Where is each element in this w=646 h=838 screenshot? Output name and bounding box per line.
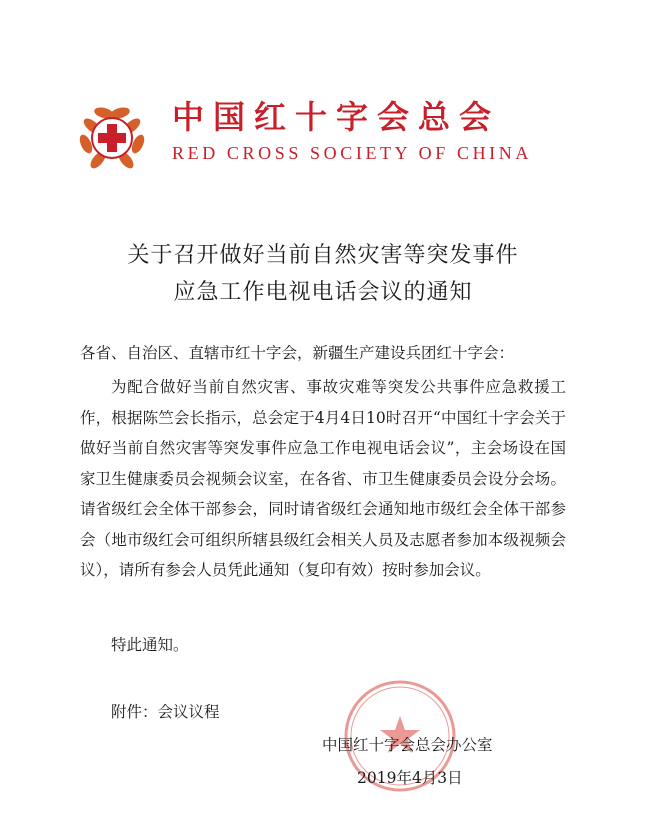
- attachment-line: 附件：会议议程: [111, 703, 220, 721]
- org-name-cn: 中国红十字会总会: [172, 98, 501, 136]
- red-cross-emblem-icon: [74, 98, 150, 174]
- document-title-line-2: 应急工作电视电话会议的通知: [173, 280, 473, 305]
- signature-date: 2019年4月3日: [357, 769, 463, 787]
- addressee: 各省、自治区、直辖市红十字会，新疆生产建设兵团红十字会：: [80, 344, 515, 362]
- closing-line: 特此通知。: [111, 636, 189, 654]
- org-name-en: RED CROSS SOCIETY OF CHINA: [172, 143, 532, 163]
- signature-org: 中国红十字会总会办公室: [322, 736, 493, 754]
- document-title-line-1: 关于召开做好当前自然灾害等突发事件: [127, 243, 519, 268]
- body-paragraph: 为配合做好当前自然灾害、事故灾难等突发公共事件应急救援工作，根据陈竺会长指示，总会定于4月4日10时召开“中国红十字会关于做好当前自然灾害等突发事件应急工作电视电话会议”，主会场设在国家卫生健康委员会视频会议室，在各省、市卫生健康委员会设分会场。请省级红会全体干部参会，同时请省级红会通知地市级红会全体干部参会（地市级红会可组织所辖县级红会相关人员及志愿者参加本级视频会议），请所有参会人员凭此通知（复印有效）按时参加会议。: [80, 378, 566, 579]
